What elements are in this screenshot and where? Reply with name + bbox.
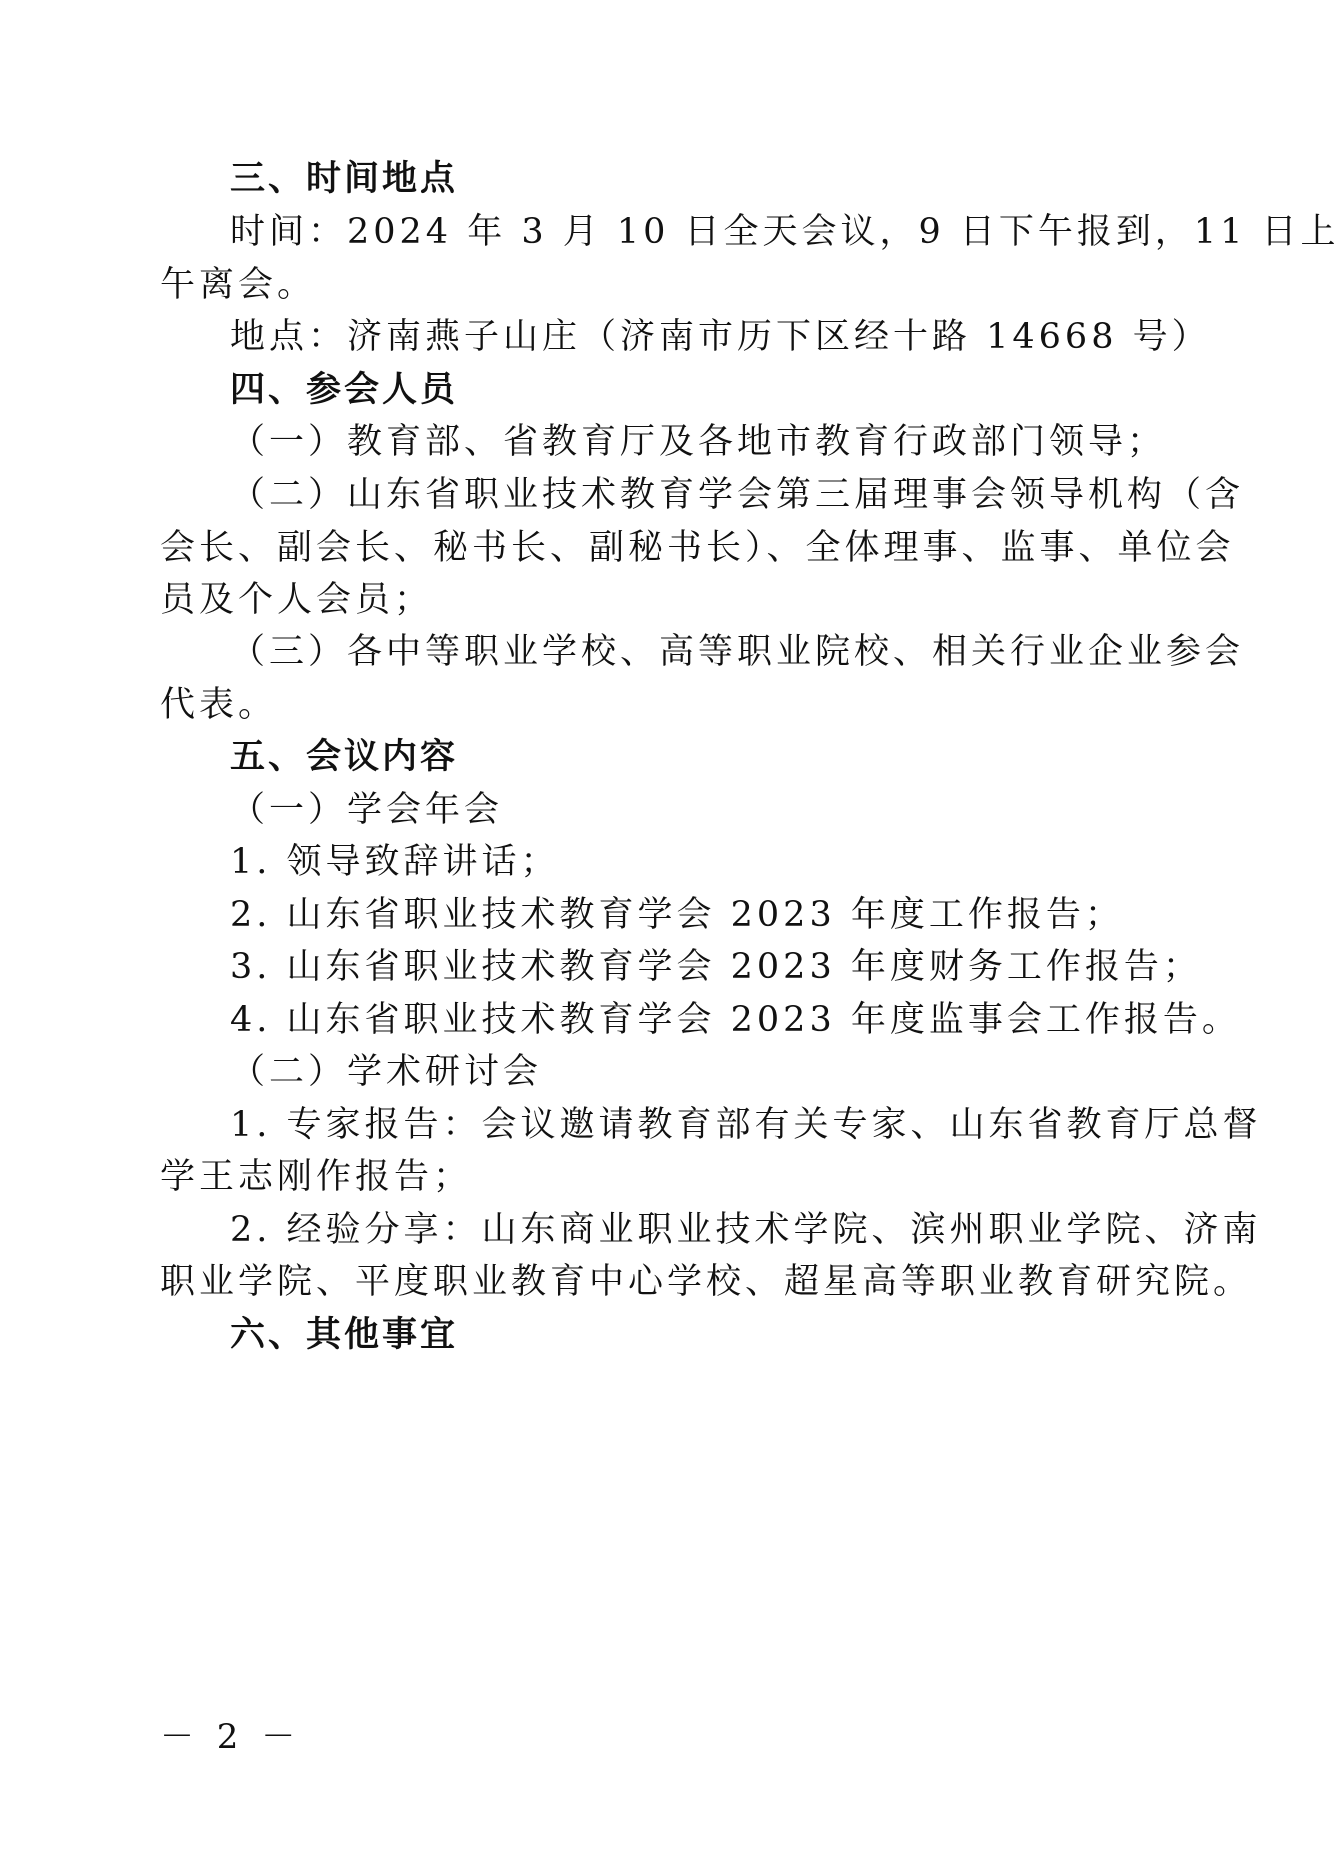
seminar-item-1-line2: 学王志刚作报告； [160, 1157, 473, 1197]
seminar-item-2-line1: 2. 经验分享：山东商业职业技术学院、滨州职业学院、济南 [230, 1210, 1262, 1250]
time-text-line2: 午离会。 [160, 265, 317, 305]
attendees-item-2-line1: （二）山东省职业技术教育学会第三届理事会领导机构（含 [230, 475, 1245, 515]
annual-item-2: 2. 山东省职业技术教育学会 2023 年度工作报告； [230, 895, 1124, 935]
annual-item-4: 4. 山东省职业技术教育学会 2023 年度监事会工作报告。 [230, 1000, 1241, 1040]
seminar-item-1-line1: 1. 专家报告：会议邀请教育部有关专家、山东省教育厅总督 [230, 1105, 1262, 1145]
attendees-item-1: （一）教育部、省教育厅及各地市教育行政部门领导； [230, 422, 1167, 462]
place-text: 地点：济南燕子山庄（济南市历下区经十路 14668 号） [230, 317, 1211, 357]
section-heading-other-matters: 六、其他事宜 [230, 1315, 459, 1355]
annual-item-1: 1. 领导致辞讲话； [230, 842, 560, 882]
subsection-seminar: （二）学术研讨会 [230, 1052, 543, 1092]
attendees-item-3-line2: 代表。 [160, 685, 278, 725]
attendees-item-2-line3: 员及个人会员； [160, 580, 434, 620]
attendees-item-3-line1: （三）各中等职业学校、高等职业院校、相关行业企业参会 [230, 632, 1245, 672]
page-number: － 2 － [160, 1717, 302, 1757]
section-heading-content: 五、会议内容 [230, 737, 459, 777]
section-heading-time-place: 三、时间地点 [230, 159, 459, 199]
subsection-annual-meeting: （一）学会年会 [230, 790, 504, 830]
time-text-line1: 时间：2024 年 3 月 10 日全天会议，9 日下午报到，11 日上 [230, 212, 1340, 252]
section-heading-attendees: 四、参会人员 [230, 370, 459, 410]
seminar-item-2-line2: 职业学院、平度职业教育中心学校、超星高等职业教育研究院。 [160, 1262, 1253, 1302]
annual-item-3: 3. 山东省职业技术教育学会 2023 年度财务工作报告； [230, 947, 1202, 987]
attendees-item-2-line2: 会长、副会长、秘书长、副秘书长）、全体理事、监事、单位会 [160, 528, 1235, 568]
